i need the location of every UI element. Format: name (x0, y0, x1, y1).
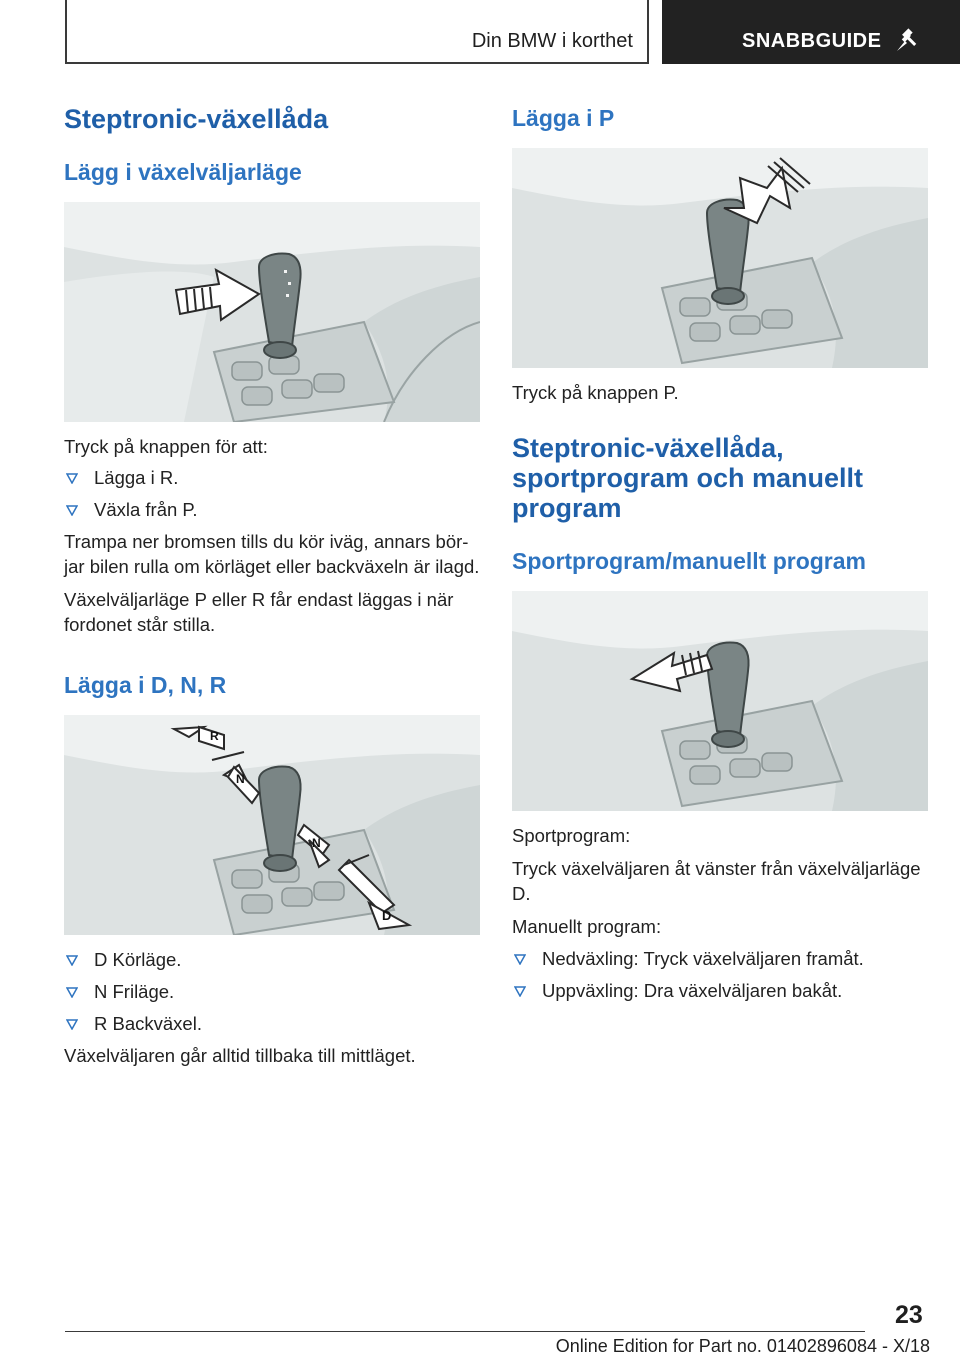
sport-text: Tryck växelväljaren åt vänster från växelväljarläge D. (512, 858, 921, 904)
body-text: Trampa ner bromsen tills du kör iväg, annars börjar bilen rulla om körläget eller backväxeln är ilagd. (64, 531, 480, 577)
footer-divider (65, 1331, 865, 1332)
list-item: R Backväxel. (64, 1011, 480, 1036)
arrow-label-r: R (210, 729, 219, 743)
bullet-triangle-icon (66, 504, 78, 516)
gear-selector-illustration-side-button (64, 202, 480, 422)
list-item: Uppväxling: Dra växelväljaren bakåt. (512, 978, 928, 1003)
left-column (64, 100, 480, 1068)
arrow-label-n-down: N (312, 836, 321, 850)
sport-label: Sportprogram: (512, 825, 631, 846)
header-frame (65, 0, 649, 64)
list-item: Lägga i R. (64, 465, 480, 490)
gear-selector-illustration-drn (64, 715, 480, 935)
page-number: 23 (895, 1301, 923, 1329)
intro-text: Tryck på knappen för att: (64, 436, 268, 457)
subsection-heading: Lägg i växelväljarläge (64, 159, 302, 185)
list-item: D Körläge. (64, 947, 480, 972)
section-heading: Steptronic-växellåda, sportprogram och manuellt program (512, 433, 864, 523)
gear-selector-illustration-p-button (512, 148, 928, 368)
list-item: Växla från P. (64, 497, 480, 522)
bullet-triangle-icon (66, 1018, 78, 1030)
list-item: N Friläge. (64, 979, 480, 1004)
gear-selector-illustration-sport (512, 591, 928, 811)
bullet-triangle-icon (514, 985, 526, 997)
bullet-list (64, 465, 480, 522)
footer-edition: Online Edition for Part no. 01402896084 - X/18 (555, 1336, 930, 1356)
body-text: Tryck på knappen P. (512, 382, 679, 403)
body-text: Växelväljarläge P eller R får endast läggas i när fordonet står stilla. (64, 589, 454, 635)
subsection-heading: Sportprogram/manuellt program (512, 548, 866, 574)
bullet-triangle-icon (66, 954, 78, 966)
manual-label: Manuellt program: (512, 916, 662, 937)
subsection-heading: Lägga i P (512, 105, 615, 131)
bullet-triangle-icon (66, 986, 78, 998)
body-text: Växelväljaren går alltid tillbaka till mittläget. (64, 1045, 416, 1066)
arrow-label-n-up: N (236, 772, 245, 786)
section-tab-label: SNABBGUIDE (742, 30, 882, 52)
right-column (512, 100, 928, 1003)
pin-icon (894, 28, 920, 54)
bullet-triangle-icon (514, 953, 526, 965)
list-item: Nedväxling: Tryck växelväljaren framåt. (512, 946, 928, 971)
section-heading: Steptronic-växellåda (64, 104, 329, 134)
arrow-label-d: D (382, 908, 392, 923)
subsection-heading: Lägga i D, N, R (64, 672, 227, 698)
bullet-list (64, 947, 480, 1036)
header-title: Din BMW i korthet (471, 30, 633, 52)
bullet-triangle-icon (66, 472, 78, 484)
bullet-list (512, 946, 928, 1003)
